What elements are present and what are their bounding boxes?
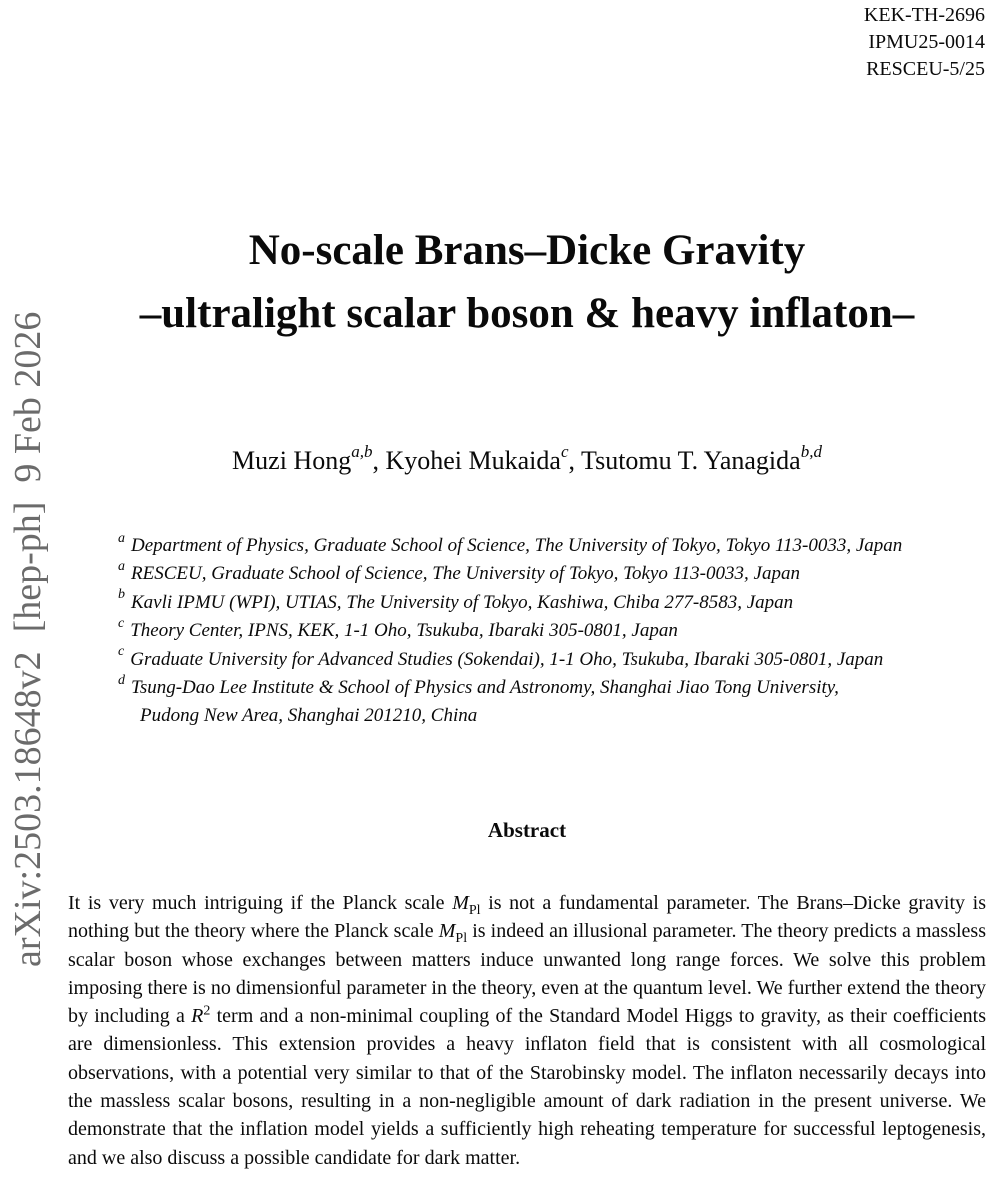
affiliation-mark: c — [118, 644, 125, 660]
affiliation-text: Graduate University for Advanced Studies (Sokendai), 1-1 Oho, Tsukuba, Ibaraki 305-0801, Japan — [130, 648, 884, 670]
affiliation-item — [118, 646, 986, 674]
abstract-heading: Abstract — [487, 818, 567, 842]
math-superscript: 2 — [203, 1003, 211, 1019]
affiliation-text: Theory Center, IPNS, KEK, 1-1 Oho, Tsukuba, Ibaraki 305-0801, Japan — [130, 620, 678, 642]
affiliation-text: Kavli IPMU (WPI), UTIAS, The University of Tokyo, Kashiwa, Chiba 277-8583, Japan — [131, 591, 794, 613]
author-name: Tsutomu T. Yanagida — [581, 446, 801, 475]
math-variable: M — [452, 892, 469, 914]
author-name: Kyohei Mukaida — [385, 446, 561, 475]
affiliation-text: Tsung-Dao Lee Institute & School of Physics and Astronomy, Shanghai Jiao Tong University, — [131, 677, 839, 699]
report-number: KEK-TH-2696 — [863, 4, 985, 26]
math-variable: M — [438, 920, 456, 943]
affiliation-mark: a — [118, 559, 125, 575]
affiliation-list — [118, 532, 986, 731]
affiliation-text: RESCEU, Graduate School of Science, The University of Tokyo, Tokyo 113-0033, Japan — [131, 563, 800, 585]
abstract-text: It is very much intriguing if the Planck scale $M_{Pl}$ is not a fundamental parameter. The Brans–Dicke gravity is nothing but the theory where the Planck scale $M_{Pl}$ is indeed an illusional parameter. The theory predicts a massless scalar boson whose exchanges between matters induce unwanted long range forces. We solve this problem imposing there is no dimensionful parameter in the theory, even at the quantum level. We further extend the theory by including a $R^2$ term and a non-minimal coupling of the Standard Model Higgs to gravity, as their coefficients are dimensionless. This extension provides a heavy inflaton field that is consistent with all cosmological observations, with a potential very similar to that of the Starobinsky model. The inflaton necessarily decays into the massless scalar bosons, resulting in a non-negligible amount of dark radiation in the present universe. We demonstrate that the inflation model yields a sufficiently high reheating temperature for successful leptogenesis, and we also discuss a possible candidate for dark matter. — [68, 892, 986, 1169]
affiliation-mark: c — [118, 615, 125, 631]
author-line: Muzi Hong$^{a,b}$, Kyohei Mukaida$^c$, Tsutomu T. Yanagida$^{b,d}$ — [232, 442, 822, 475]
math-subscript: Pl — [468, 903, 481, 918]
affiliation-text: Department of Physics, Graduate School of Science, The University of Tokyo, Tokyo 113-0033, Japan — [131, 535, 903, 556]
math-subscript: Pl — [455, 931, 468, 947]
author-affiliation-mark: a,b — [351, 442, 373, 462]
affiliation-mark: a — [118, 530, 125, 546]
affiliation-mark: b — [118, 587, 125, 603]
report-number: IPMU25-0014 — [868, 31, 985, 53]
arxiv-watermark: arXiv:2503.18648v2 [hep-ph] 9 Feb 2026 — [7, 311, 49, 967]
content-column — [68, 0, 986, 1200]
author-affiliation-mark: b,d — [800, 442, 822, 462]
math-variable: R — [191, 1005, 204, 1028]
title-line-2: –ultralight scalar boson & heavy inflaton– — [139, 290, 915, 337]
report-number: RESCEU-5/25 — [866, 58, 985, 80]
title-line-1: No-scale Brans–Dicke Gravity — [248, 227, 806, 274]
paper-title — [68, 219, 986, 345]
author-name: Muzi Hong — [232, 446, 352, 475]
affiliation-mark: d — [118, 672, 125, 688]
affiliation-item — [118, 617, 986, 645]
author-affiliation-mark: c — [560, 442, 569, 462]
affiliation-item — [118, 589, 986, 617]
affiliation-item — [118, 674, 986, 731]
affiliation-item — [118, 560, 986, 588]
affiliation-item — [118, 532, 986, 560]
affiliation-text: Pudong New Area, Shanghai 201210, China — [140, 705, 478, 727]
